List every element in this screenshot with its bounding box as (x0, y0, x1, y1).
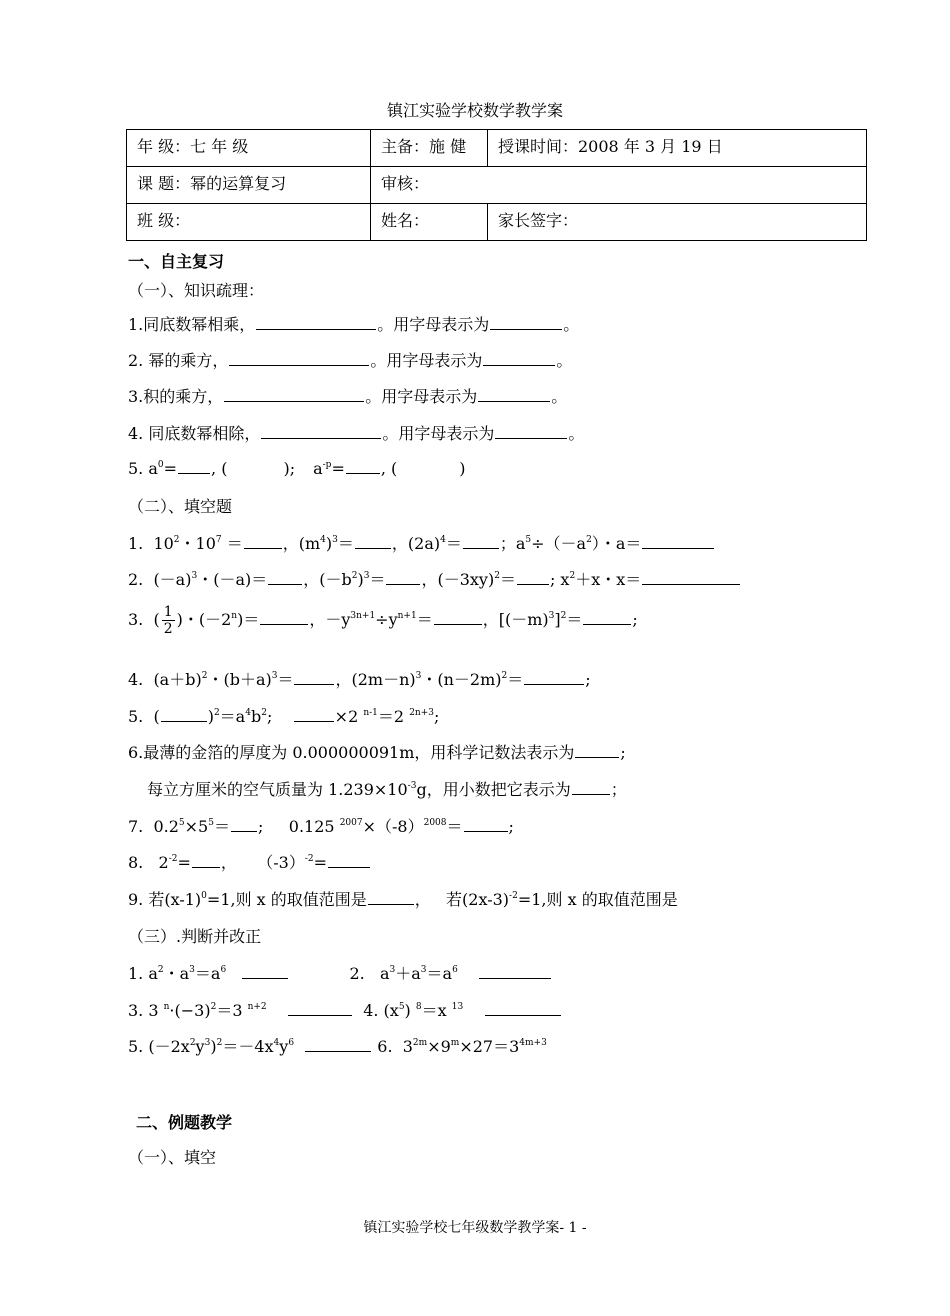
section-example-teaching: 二、例题教学 (136, 1113, 233, 1132)
section-self-review: 一、自主复习 (128, 252, 225, 271)
answer-blank[interactable] (485, 999, 561, 1016)
answer-blank[interactable] (517, 568, 549, 585)
exercise-line-9: 9. 若$(x-1)^0=1$,则 x 的取值范围是 ， 若$(2x-3)^{-2}=1$,则 x 的取值范围是 (128, 890, 678, 909)
answer-blank[interactable] (434, 608, 482, 625)
answer-blank[interactable] (294, 668, 334, 685)
knowledge-line-3: 3.积的乘方， 。用字母表示为 。 (128, 387, 568, 406)
answer-blank[interactable] (294, 705, 334, 722)
answer-blank[interactable] (178, 457, 210, 474)
fraction-one-half: $\frac{1}{2}$ (163, 604, 173, 637)
answer-blank[interactable] (386, 568, 420, 585)
exercise-line-2: 2. $(-a)^3$・(－a)＝ ，$(-b^2)^3=$ ，$(-3xy)^2=$ ; $x^2+x$・x＝ (128, 567, 741, 590)
exercise-line-8: 8. $2^{-2}=$ ， $(-3)^{-2}=$ (128, 850, 371, 873)
answer-blank[interactable] (524, 668, 584, 685)
answer-blank[interactable] (464, 815, 508, 832)
name-cell: 姓名： (371, 204, 488, 241)
answer-blank[interactable] (463, 532, 499, 549)
answer-blank[interactable] (224, 385, 364, 402)
answer-blank[interactable] (368, 888, 414, 905)
exercise-line-4: 4. $(a+b)^2$・$(b+a)^3=$ ，$(2m-n)^3$・$(n-2m)^2=$ ; (128, 670, 591, 689)
lesson-info-table (126, 129, 867, 241)
answer-blank[interactable] (495, 422, 567, 439)
subsection-judge-correct: （三）.判断并改正 (128, 927, 262, 946)
exercise-line-1: 1. $10^2$・$10^7$ ＝ ，$(m^4)^3=$ ，$(2a)^4=$ ；$a^5\div(-a^2)$・a＝ (128, 531, 715, 554)
knowledge-line-2: 2. 幂的乘方， 。用字母表示为 。 (128, 351, 573, 370)
answer-blank[interactable] (328, 851, 370, 868)
answer-blank[interactable] (305, 1035, 371, 1052)
answer-blank[interactable] (192, 851, 220, 868)
subsection-knowledge: （一）、知识疏理： (128, 281, 265, 300)
answer-blank[interactable] (483, 349, 555, 366)
answer-blank[interactable] (479, 962, 551, 979)
judge-line-3: 5. $(-2x^2y^3)^2=-4x^4y^6$ 6. $3^{2m}\times 9^m\times 27=3^{4m+3}$ (128, 1037, 547, 1056)
answer-blank[interactable] (642, 568, 740, 585)
answer-blank[interactable] (572, 778, 610, 795)
answer-blank[interactable] (229, 349, 369, 366)
answer-blank[interactable] (575, 741, 619, 758)
review-cell: 审核： (371, 167, 867, 204)
answer-blank[interactable] (583, 608, 631, 625)
exercise-line-5: 5. ( )$^2=a^4b^2$; ×2 $^{n-1}$＝2 $^{2n+3}$; (128, 707, 440, 726)
answer-blank[interactable] (288, 999, 352, 1016)
answer-blank[interactable] (161, 705, 207, 722)
judge-line-1: 1. $a^2$・$a^3=a^6$ 2. $a^3+a^3=a^6$ (128, 961, 552, 984)
answer-blank[interactable] (261, 422, 381, 439)
topic-cell: 课 题：幂的运算复习 (127, 167, 371, 204)
subsection-fill-in: （二）、填空题 (128, 497, 233, 516)
document-title: 镇江实验学校数学教学案 (386, 101, 563, 120)
exercise-line-3: 3. ( $\frac{1}{2}$ )・$(-2^n)=$ ，$-y^{3n+1}\div y^{n+1}=$ ，$[(-m)^3]^2=$ ; (128, 604, 638, 637)
answer-blank[interactable] (260, 608, 308, 625)
answer-blank[interactable] (355, 532, 391, 549)
time-cell: 授课时间：2008 年 3 月 19 日 (488, 130, 867, 167)
answer-blank[interactable] (478, 385, 550, 402)
answer-blank[interactable] (346, 457, 380, 474)
answer-blank[interactable] (231, 815, 257, 832)
knowledge-line-4: 4. 同底数幂相除， 。用字母表示为 。 (128, 424, 585, 443)
answer-blank[interactable] (490, 313, 562, 330)
grade-cell: 年 级：七 年 级 (127, 130, 371, 167)
judge-line-2: 3. 3 $^n\cdot(-3)^2=3$ $^{n+2}$ 4. $(x^5)$ $^8$＝x $^{13}$ (128, 998, 562, 1021)
answer-blank[interactable] (256, 313, 376, 330)
answer-blank[interactable] (268, 568, 302, 585)
author-cell: 主备：施 健 (371, 130, 488, 167)
subsection-fill: （一）、填空 (128, 1148, 217, 1167)
exercise-line-6b: 每立方厘米的空气质量为 $1.239\times 10^{-3}g$，用小数把它表示为 ； (147, 780, 627, 799)
answer-blank[interactable] (242, 962, 288, 979)
answer-blank[interactable] (244, 532, 282, 549)
exercise-line-6: 6.最薄的金箔的厚度为 0.000000091m，用科学记数法表示为 ; (128, 743, 626, 762)
knowledge-line-5: 5. $a^0=$ , ( ); $a^{-p}=$ , ( ) (128, 459, 466, 478)
exercise-line-7: 7. $0.2^5\times 5^5=$ ; 0.125 $^{2007}\times(-8)^{2008}=$ ; (128, 817, 514, 836)
knowledge-line-1: 1.同底数幂相乘， 。用字母表示为 。 (128, 315, 580, 334)
page-footer: 镇江实验学校七年级数学教学案- 1 - (363, 1220, 587, 1236)
parent-signature-cell: 家长签字： (488, 204, 867, 241)
class-cell: 班 级： (127, 204, 371, 241)
answer-blank[interactable] (642, 532, 714, 549)
